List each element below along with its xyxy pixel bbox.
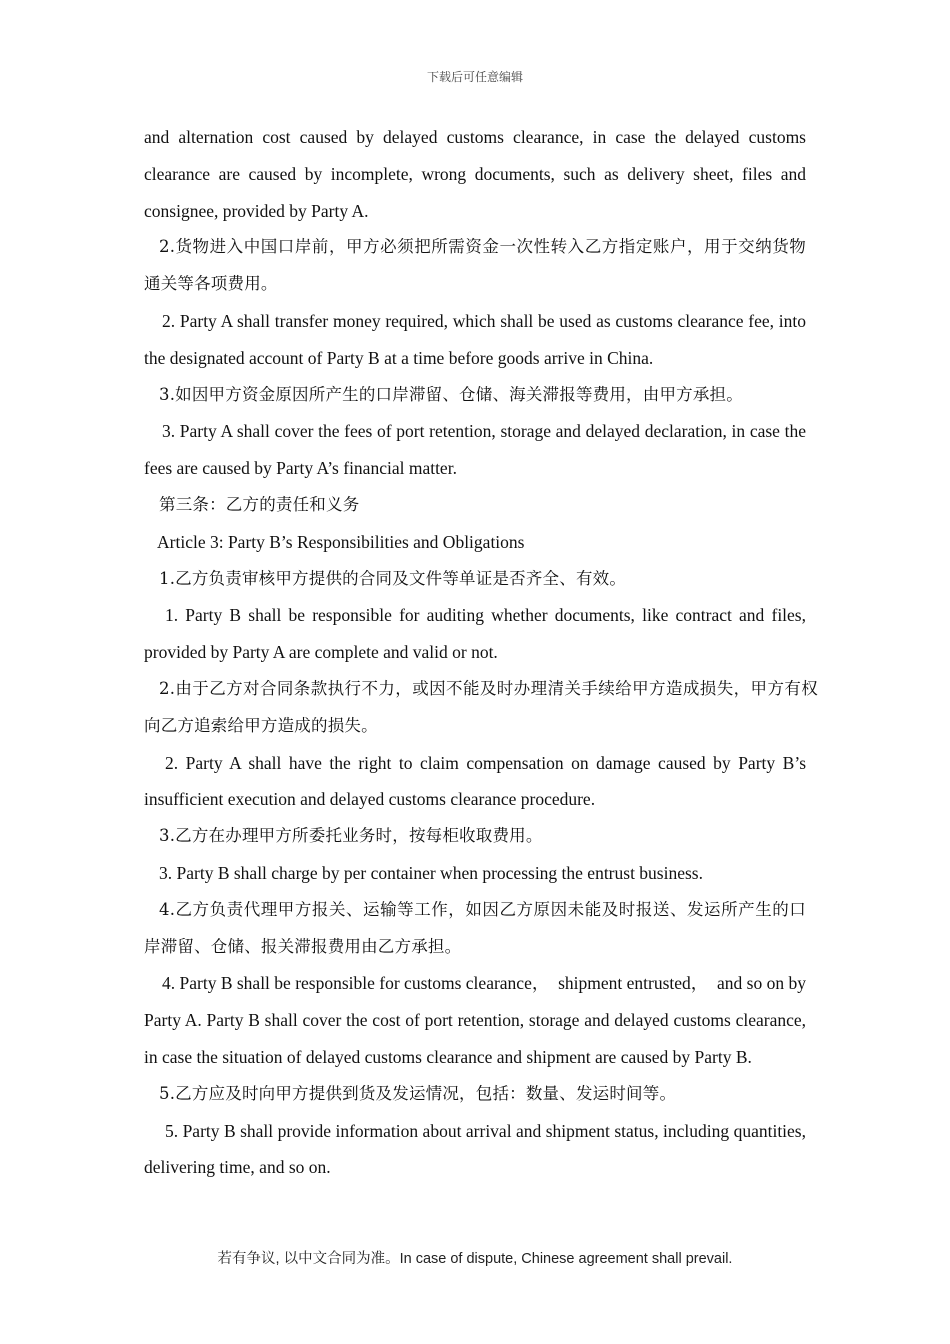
- paragraph: 4.乙方负责代理甲方报关、运输等工作，如因乙方原因未能及时报送、发运所产生的口岸滞留、仓储、报关滞报费用由乙方承担。: [144, 899, 806, 956]
- article-heading: 第三条：乙方的责任和义务: [159, 494, 360, 514]
- paragraph: 2.由于乙方对合同条款执行不力，或因不能及时办理清关手续给甲方造成损失，甲方有权向乙方追索给甲方造成的损失。: [144, 678, 818, 735]
- paragraph: 3.乙方在办理甲方所委托业务时，按每柜收取费用。: [159, 826, 543, 846]
- page-footer: 若有争议, 以中文合同为准。In case of dispute, Chinese agreement shall prevail.: [217, 1251, 733, 1267]
- paragraph: 2. Party A shall have the right to claim compensation on damage caused by Party B’s insufficient execution and delayed customs clearance procedure.: [144, 752, 806, 810]
- document-body: [144, 119, 818, 1186]
- paragraph: 3. Party A shall cover the fees of port retention, storage and delayed declaration, in case the fees are caused by Party A’s financial matter.: [144, 421, 806, 479]
- paragraph: 1.乙方负责审核甲方提供的合同及文件等单证是否齐全、有效。: [159, 568, 627, 588]
- page-header: 下载后可任意编辑: [426, 70, 523, 84]
- paragraph: 5. Party B shall provide information about arrival and shipment status, including quantities, delivering time, and so on.: [144, 1120, 806, 1178]
- paragraph: 2. Party A shall transfer money required, which shall be used as customs clearance fee, into the designated account of Party B at a time before goods arrive in China.: [144, 310, 806, 368]
- paragraph: 5.乙方应及时向甲方提供到货及发运情况，包括：数量、发运时间等。: [159, 1083, 677, 1103]
- article-heading: Article 3: Party B’s Responsibilities and Obligations: [157, 531, 525, 552]
- paragraph: 4. Party B shall be responsible for customs clearance， shipment entrusted， and so on by Party A. Party B shall cover the cost of port retention, storage and delayed customs clearance, in case the situation of delayed customs clearance and shipment are caused by Party B.: [144, 973, 806, 1067]
- paragraph: 2.货物进入中国口岸前，甲方必须把所需资金一次性转入乙方指定账户，用于交纳货物通关等各项费用。: [144, 237, 806, 294]
- paragraph: 1. Party B shall be responsible for auditing whether documents, like contract and files, provided by Party A are complete and valid or not.: [144, 605, 806, 663]
- paragraph: and alternation cost caused by delayed customs clearance, in case the delayed customs clearance are caused by incomplete, wrong documents, such as delivery sheet, files and consignee, provided by Party A.: [144, 127, 806, 221]
- paragraph: 3.如因甲方资金原因所产生的口岸滞留、仓储、海关滞报等费用，由甲方承担。: [159, 384, 743, 404]
- paragraph: 3. Party B shall charge by per container when processing the entrust business.: [159, 862, 703, 883]
